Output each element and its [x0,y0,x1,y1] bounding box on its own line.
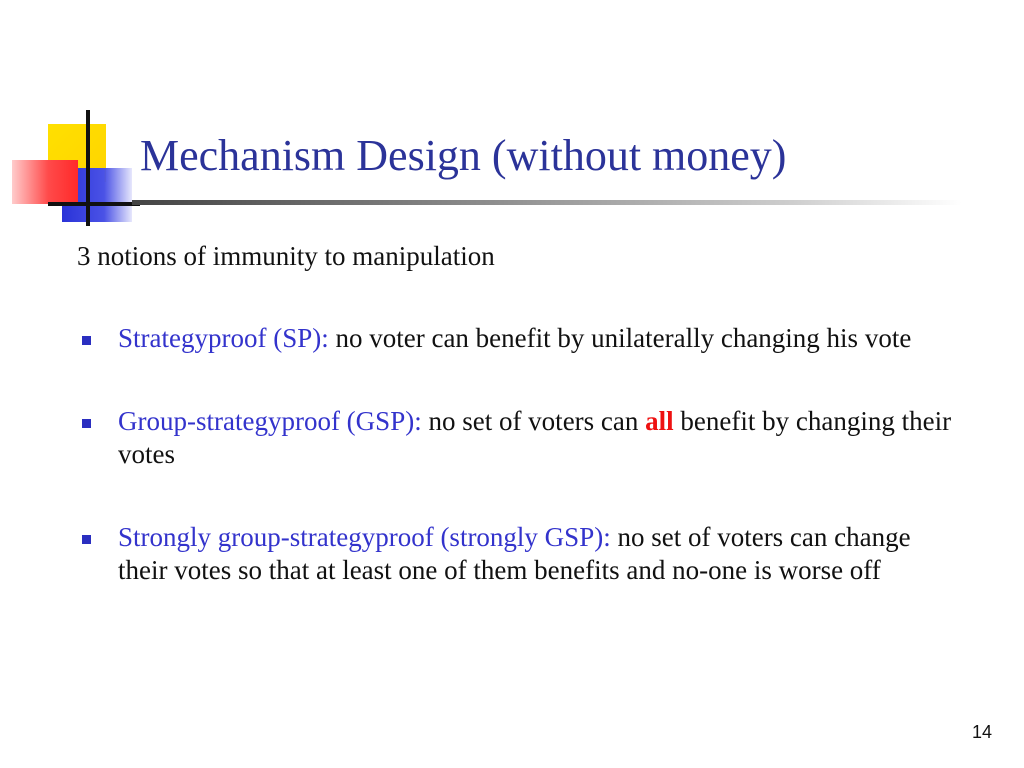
bullet-list [77,322,957,637]
bullet-square-icon [82,419,91,428]
bullet-text: no set of voters can [428,406,639,436]
slide-logo-decoration [0,0,140,230]
slide-title: Mechanism Design (without money) [140,131,787,180]
bullet-text: no set of voters can change their votes so that at least one of them benefits and no-one is worse off [118,522,911,585]
page-number: 14 [971,722,992,742]
bullet-emphasis: all [645,406,674,436]
bullet-square-icon [82,535,91,544]
bullet-text: no voter can benefit by unilaterally changing his vote [335,323,912,353]
bullet-term: Strategyproof (SP): [118,323,329,353]
bullet-item-gsp [77,405,957,471]
bullet-square-icon [82,336,91,345]
bullet-term: Strongly group-strategyproof (strongly GSP): [118,522,611,552]
logo-red-square [12,160,78,204]
slide-intro: 3 notions of immunity to manipulation [77,241,495,271]
title-underline-rule [132,200,962,205]
bullet-text-continued: benefit by changing their votes [118,406,952,469]
bullet-term: Group-strategyproof (GSP): [118,406,422,436]
logo-horizontal-line [48,202,140,206]
bullet-item-strongly-gsp [77,521,957,587]
logo-vertical-line [86,110,90,226]
bullet-item-sp [77,322,957,355]
